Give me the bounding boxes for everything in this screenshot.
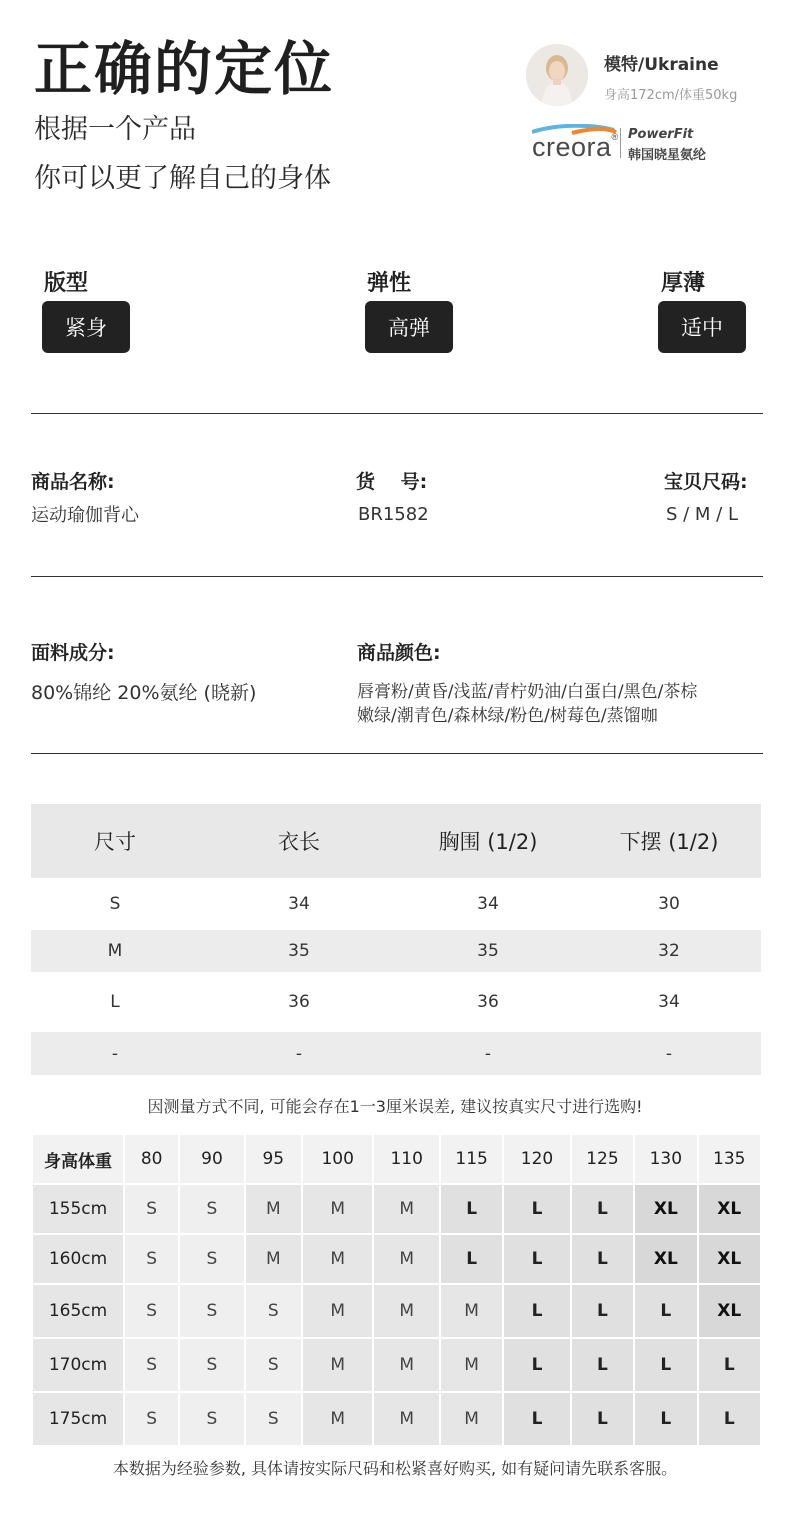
chest-header: 胸围 (1/2) xyxy=(438,830,538,854)
divider-2 xyxy=(31,576,763,577)
sizes-value: S / M / L xyxy=(666,504,738,525)
grid-size-cell: S xyxy=(246,1393,301,1445)
table-cell: - xyxy=(484,1043,492,1064)
table-cell: 34 xyxy=(288,894,310,914)
measurement-note: 因测量方式不同, 可能会存在1一3厘米误差, 建议按真实尺寸进行选购! xyxy=(147,1097,643,1116)
table-cell: 30 xyxy=(658,894,680,914)
table-cell: 32 xyxy=(658,941,680,961)
grid-size-cell: S xyxy=(125,1339,178,1391)
grid-size-cell: M xyxy=(246,1185,301,1233)
sizes-label: 宝贝尺码: xyxy=(664,471,748,493)
grid-size-cell: L xyxy=(572,1393,633,1445)
attr-elastic-pill: 高弹 xyxy=(365,301,453,353)
brand-cn-name: 韩国晓星氨纶 xyxy=(628,148,707,163)
size-table-header xyxy=(31,804,761,878)
grid-size-cell: M xyxy=(374,1235,438,1283)
grid-header-row xyxy=(33,1135,760,1183)
colors-line-1: 唇膏粉/黄昏/浅蓝/青柠奶油/白蛋白/黑色/茶棕 xyxy=(357,682,698,702)
table-cell: 36 xyxy=(288,992,310,1012)
table-cell: 35 xyxy=(477,941,499,961)
subtitle-line-1: 根据一个产品 xyxy=(34,114,196,145)
sku-value: BR1582 xyxy=(358,504,429,525)
grid-size-cell: M xyxy=(303,1393,373,1445)
grid-size-cell: M xyxy=(441,1285,502,1337)
grid-size-cell: M xyxy=(374,1393,438,1445)
grid-size-cell: L xyxy=(635,1393,696,1445)
grid-size-cell: M xyxy=(441,1339,502,1391)
grid-size-cell: L xyxy=(504,1393,569,1445)
grid-size-cell: XL xyxy=(699,1235,760,1283)
subtitle-line-2: 你可以更了解自己的身体 xyxy=(34,163,331,194)
grid-size-cell: L xyxy=(572,1185,633,1233)
grid-size-cell: M xyxy=(303,1285,373,1337)
grid-size-cell: XL xyxy=(635,1185,696,1233)
grid-weight-header: 135 xyxy=(699,1135,760,1183)
grid-size-cell: M xyxy=(374,1285,438,1337)
page-title: 正确的定位 xyxy=(34,35,335,103)
table-cell: - xyxy=(111,1043,119,1064)
grid-size-cell: L xyxy=(635,1285,696,1337)
grid-size-cell: L xyxy=(504,1235,569,1283)
model-portrait-icon xyxy=(526,44,588,106)
height-weight-grid xyxy=(31,1133,762,1447)
grid-size-cell: M xyxy=(246,1235,301,1283)
table-cell: 36 xyxy=(477,992,499,1012)
grid-size-cell: S xyxy=(125,1393,178,1445)
table-cell: 35 xyxy=(288,941,310,961)
brand-wordmark: creora® xyxy=(532,132,619,162)
grid-height-label: 165cm xyxy=(33,1285,123,1337)
attr-elastic-label: 弹性 xyxy=(367,271,412,296)
grid-size-cell: XL xyxy=(699,1285,760,1337)
grid-size-cell: M xyxy=(374,1185,438,1233)
grid-weight-header: 120 xyxy=(504,1135,569,1183)
grid-size-cell: L xyxy=(504,1285,569,1337)
grid-weight-header: 100 xyxy=(303,1135,373,1183)
grid-size-cell: S xyxy=(180,1185,243,1233)
table-row xyxy=(31,930,761,972)
grid-size-cell: S xyxy=(180,1339,243,1391)
grid-size-cell: S xyxy=(246,1339,301,1391)
grid-height-label: 160cm xyxy=(33,1235,123,1283)
grid-weight-header: 80 xyxy=(125,1135,178,1183)
table-row xyxy=(33,1235,760,1283)
grid-size-cell: L xyxy=(441,1235,502,1283)
grid-size-cell: M xyxy=(303,1235,373,1283)
colors-label: 商品颜色: xyxy=(357,642,441,664)
grid-size-cell: S xyxy=(180,1393,243,1445)
table-row xyxy=(31,1032,761,1075)
attr-thickness-label: 厚薄 xyxy=(661,271,706,296)
sku-label: 货 号: xyxy=(356,471,428,493)
attr-thickness-pill: 适中 xyxy=(658,301,746,353)
product-name-label: 商品名称: xyxy=(31,471,115,493)
grid-size-cell: S xyxy=(125,1235,178,1283)
length-header: 衣长 xyxy=(278,830,320,854)
grid-size-cell: L xyxy=(572,1235,633,1283)
grid-size-cell: L xyxy=(441,1185,502,1233)
grid-weight-header: 95 xyxy=(246,1135,301,1183)
grid-size-cell: L xyxy=(504,1185,569,1233)
divider-1 xyxy=(31,413,763,414)
grid-size-cell: M xyxy=(303,1339,373,1391)
size-table xyxy=(31,804,761,1075)
size-header: 尺寸 xyxy=(94,830,136,854)
attr-fit-pill: 紧身 xyxy=(42,301,130,353)
grid-size-cell: L xyxy=(504,1339,569,1391)
model-avatar xyxy=(526,44,588,106)
brand-powerfit: PowerFit xyxy=(628,127,694,142)
grid-size-cell: L xyxy=(572,1285,633,1337)
grid-corner-label: 身高体重 xyxy=(33,1135,123,1183)
grid-size-cell: L xyxy=(699,1339,760,1391)
grid-size-cell: XL xyxy=(699,1185,760,1233)
grid-height-label: 170cm xyxy=(33,1339,123,1391)
grid-size-cell: S xyxy=(125,1185,178,1233)
table-cell: - xyxy=(665,1043,673,1064)
grid-height-label: 175cm xyxy=(33,1393,123,1445)
grid-size-cell: M xyxy=(303,1185,373,1233)
colors-line-2: 嫩绿/潮青色/森林绿/粉色/树莓色/蒸馏咖 xyxy=(357,706,658,726)
grid-size-cell: S xyxy=(246,1285,301,1337)
grid-weight-header: 125 xyxy=(572,1135,633,1183)
disclaimer-note: 本数据为经验参数, 具体请按实际尺码和松紧喜好购买, 如有疑问请先联系客服。 xyxy=(112,1459,678,1478)
grid-weight-header: 90 xyxy=(180,1135,243,1183)
grid-height-label: 155cm xyxy=(33,1185,123,1233)
table-row xyxy=(31,972,761,1032)
divider-3 xyxy=(31,753,763,754)
grid-size-cell: XL xyxy=(635,1235,696,1283)
table-row xyxy=(31,878,761,930)
attr-fit-label: 版型 xyxy=(44,271,89,296)
table-cell: 34 xyxy=(658,992,680,1012)
grid-weight-header: 110 xyxy=(374,1135,438,1183)
brand-divider xyxy=(620,128,621,158)
grid-size-cell: S xyxy=(180,1235,243,1283)
table-cell: L xyxy=(110,992,120,1012)
model-stats: 身高172cm/体重50kg xyxy=(604,88,738,103)
grid-weight-header: 115 xyxy=(441,1135,502,1183)
product-name-value: 运动瑜伽背心 xyxy=(31,505,139,526)
grid-weight-header: 130 xyxy=(635,1135,696,1183)
fabric-label: 面料成分: xyxy=(31,642,115,664)
hem-header: 下摆 (1/2) xyxy=(619,830,719,854)
grid-size-cell: L xyxy=(699,1393,760,1445)
grid-size-cell: S xyxy=(125,1285,178,1337)
grid-size-cell: L xyxy=(572,1339,633,1391)
table-cell: 34 xyxy=(477,894,499,914)
model-name: 模特/Ukraine xyxy=(604,55,719,75)
grid-size-cell: M xyxy=(441,1393,502,1445)
table-row xyxy=(33,1393,760,1445)
table-cell: - xyxy=(295,1043,303,1064)
table-row xyxy=(33,1285,760,1337)
grid-size-cell: M xyxy=(374,1339,438,1391)
table-row xyxy=(33,1185,760,1233)
fabric-value: 80%锦纶 20%氨纶 (晓新) xyxy=(31,682,257,704)
table-cell: S xyxy=(109,894,121,914)
grid-size-cell: L xyxy=(635,1339,696,1391)
table-row xyxy=(33,1339,760,1391)
table-cell: M xyxy=(107,941,123,961)
grid-size-cell: S xyxy=(180,1285,243,1337)
